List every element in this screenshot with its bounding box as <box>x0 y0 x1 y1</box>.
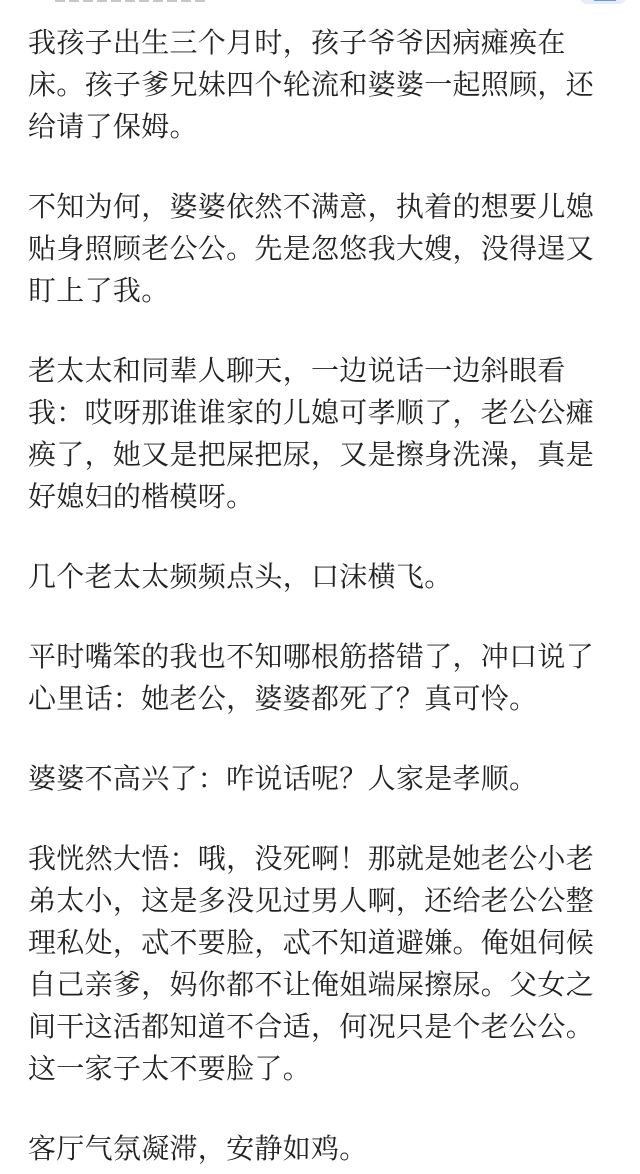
paragraph-5: 平时嘴笨的我也不知哪根筋搭错了，冲口说了心里话：她老公，婆婆都死了？真可怜。 <box>28 640 595 715</box>
paragraph-4: 几个老太太频频点头，口沫横飞。 <box>28 560 453 593</box>
clipped-follow-label <box>594 0 616 1</box>
paragraph-1: 我孩子出生三个月时，孩子爷爷因病瘫痪在床。孩子爹兄妹四个轮流和婆婆一起照顾，还给请了保姆。 <box>28 26 595 143</box>
article-body <box>28 22 618 1170</box>
paragraph-6: 婆婆不高兴了：咋说话呢？人家是孝顺。 <box>28 762 538 795</box>
clipped-header-text <box>55 0 205 2</box>
paragraph-2: 不知为何，婆婆依然不满意，执着的想要儿媳贴身照顾老公公。先是忽悠我大嫂，没得逞又盯上了我。 <box>28 190 595 307</box>
paragraph-3: 老太太和同辈人聊天，一边说话一边斜眼看我：哎呀那谁谁家的儿媳可孝顺了，老公公瘫痪了，她又是把屎把尿，又是擦身洗澡，真是好媳妇的楷模呀。 <box>28 354 595 513</box>
paragraph-7: 我恍然大悟：哦，没死啊！那就是她老公小老弟太小，这是多没见过男人啊，还给老公公整理私处，忒不要脸，忒不知道避嫌。俺姐伺候自己亲爹，妈你都不让俺姐端屎擦尿。父女之间干这活都知道不合适，何况只是个老公公。这一家子太不要脸了。 <box>28 842 595 1085</box>
paragraph-8: 客厅气氛凝滞，安静如鸡。 <box>28 1132 368 1165</box>
clipped-header-strip <box>0 0 640 8</box>
